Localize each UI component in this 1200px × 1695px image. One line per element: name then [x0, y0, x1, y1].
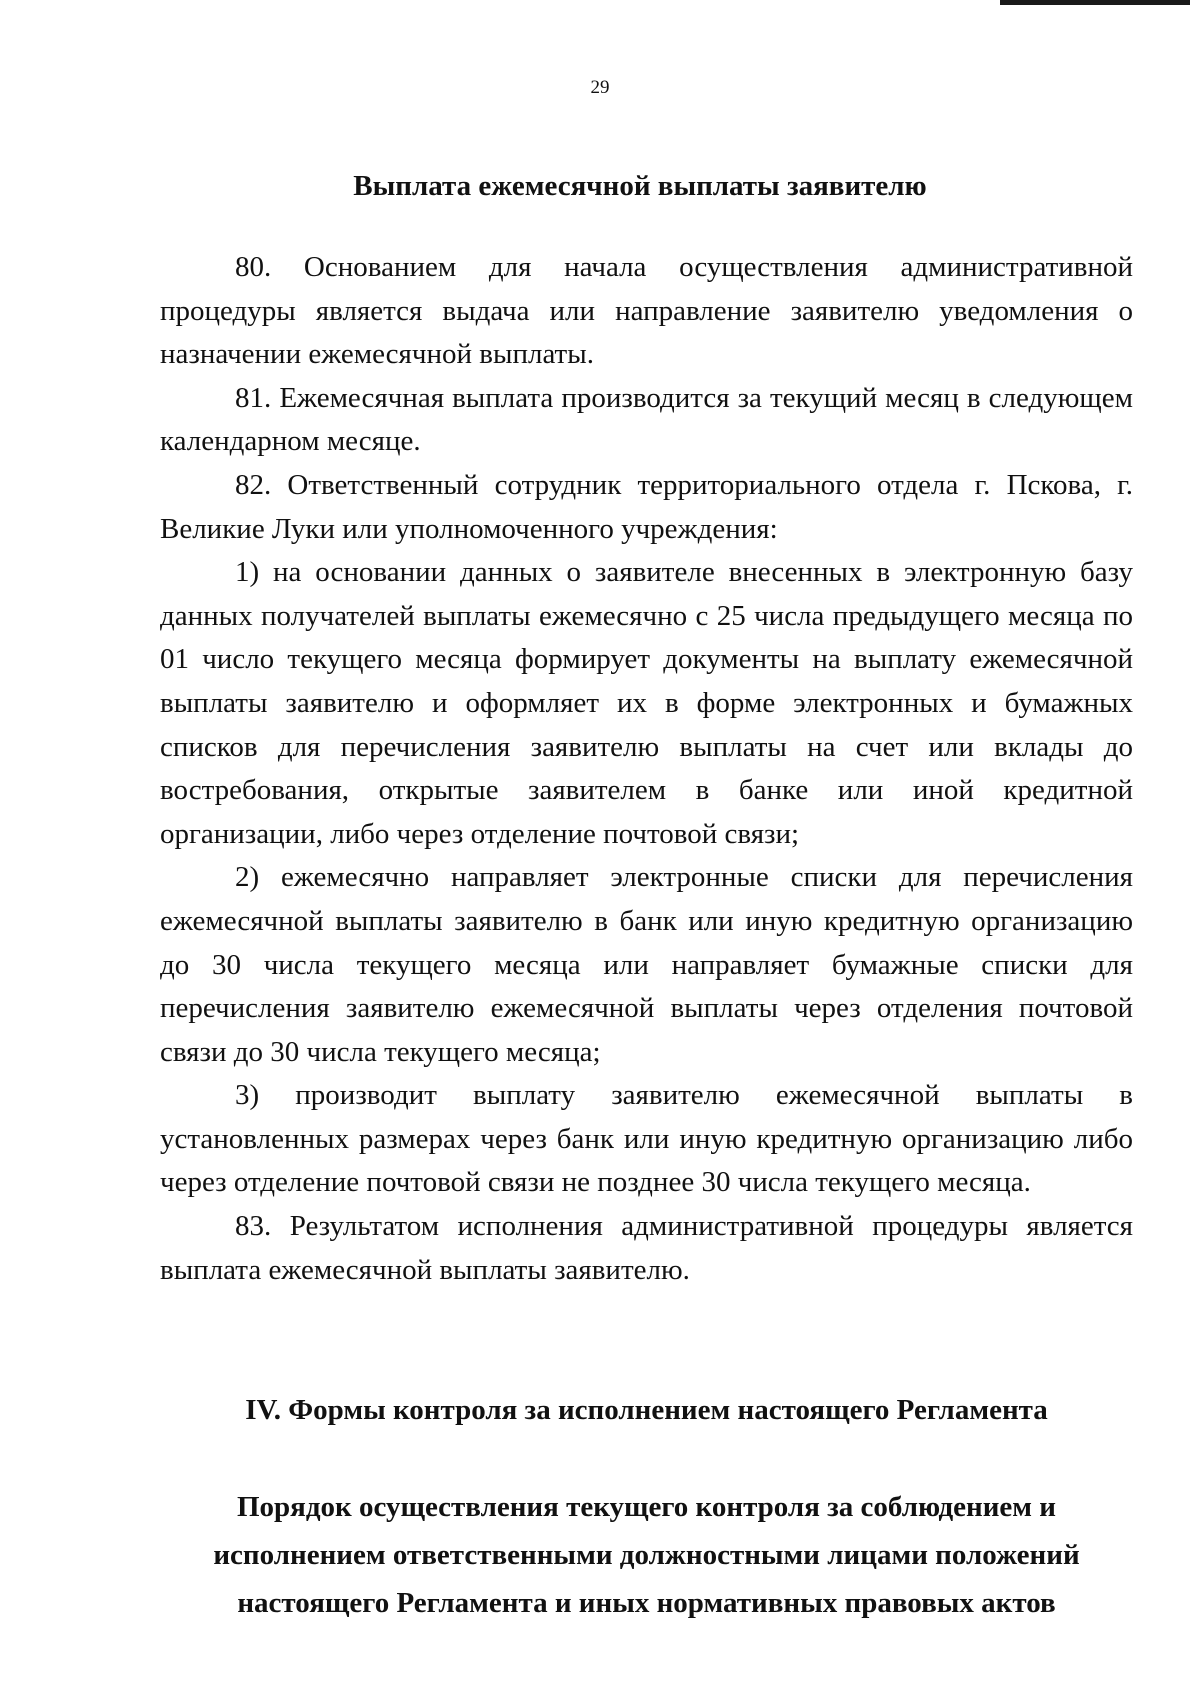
paragraph-82-item-1: 1) на основании данных о заявителе внесенных в электронную базу данных получателей выплаты ежемесячно с 25 числа предыдущего месяца по 01 число текущего месяца формирует документы на выплату ежемесячной выплаты заявителю и оформляет их в форме электронных и бумажных списков для перечисления заявителю выплаты на счет или вклады до востребования, открытые заявителем в банке или иной кредитной организации, либо через отделение почтовой связи; — [160, 556, 1133, 850]
scan-artifact — [1000, 0, 1190, 5]
chapter-heading: IV. Формы контроля за исполнением настоящего Регламента — [245, 1394, 1048, 1426]
paragraph-82-item-2: 2) ежемесячно направляет электронные списки для перечисления ежемесячной выплаты заявителю в банк или иную кредитную организацию до 30 числа текущего месяца или направляет бумажные списки для перечисления заявителю ежемесячной выплаты через отделения почтовой связи до 30 числа текущего месяца; — [160, 861, 1133, 1068]
subsection-heading-line-3: настоящего Регламента и иных нормативных правовых актов — [237, 1587, 1056, 1619]
paragraph-80: 80. Основанием для начала осуществления административной процедуры является выдача или направление заявителю уведомления о назначении ежемесячной выплаты. — [160, 251, 1133, 371]
paragraph-81: 81. Ежемесячная выплата производится за текущий месяц в следующем календарном месяце. — [160, 381, 1133, 458]
section-heading: Выплата ежемесячной выплаты заявителю — [353, 170, 927, 202]
paragraph-83: 83. Результатом исполнения административной процедуры является выплата ежемесячной выплаты заявителю. — [160, 1210, 1133, 1286]
subsection-heading-line-2: исполнением ответственными должностными лицами положений — [213, 1539, 1080, 1571]
subsection-heading-line-1: Порядок осуществления текущего контроля за соблюдением и — [236, 1491, 1057, 1523]
paragraph-82-item-3: 3) производит выплату заявителю ежемесячной выплаты в установленных размерах через банк или иную кредитную организацию либо через отделение почтовой связи не позднее 30 числа текущего месяца. — [160, 1079, 1133, 1199]
paragraph-82: 82. Ответственный сотрудник территориального отдела г. Пскова, г. Великие Луки или уполномоченного учреждения: — [160, 468, 1133, 545]
page-number: 29 — [590, 77, 610, 98]
document-body — [160, 246, 1133, 1292]
subsection-heading — [160, 1483, 1133, 1627]
